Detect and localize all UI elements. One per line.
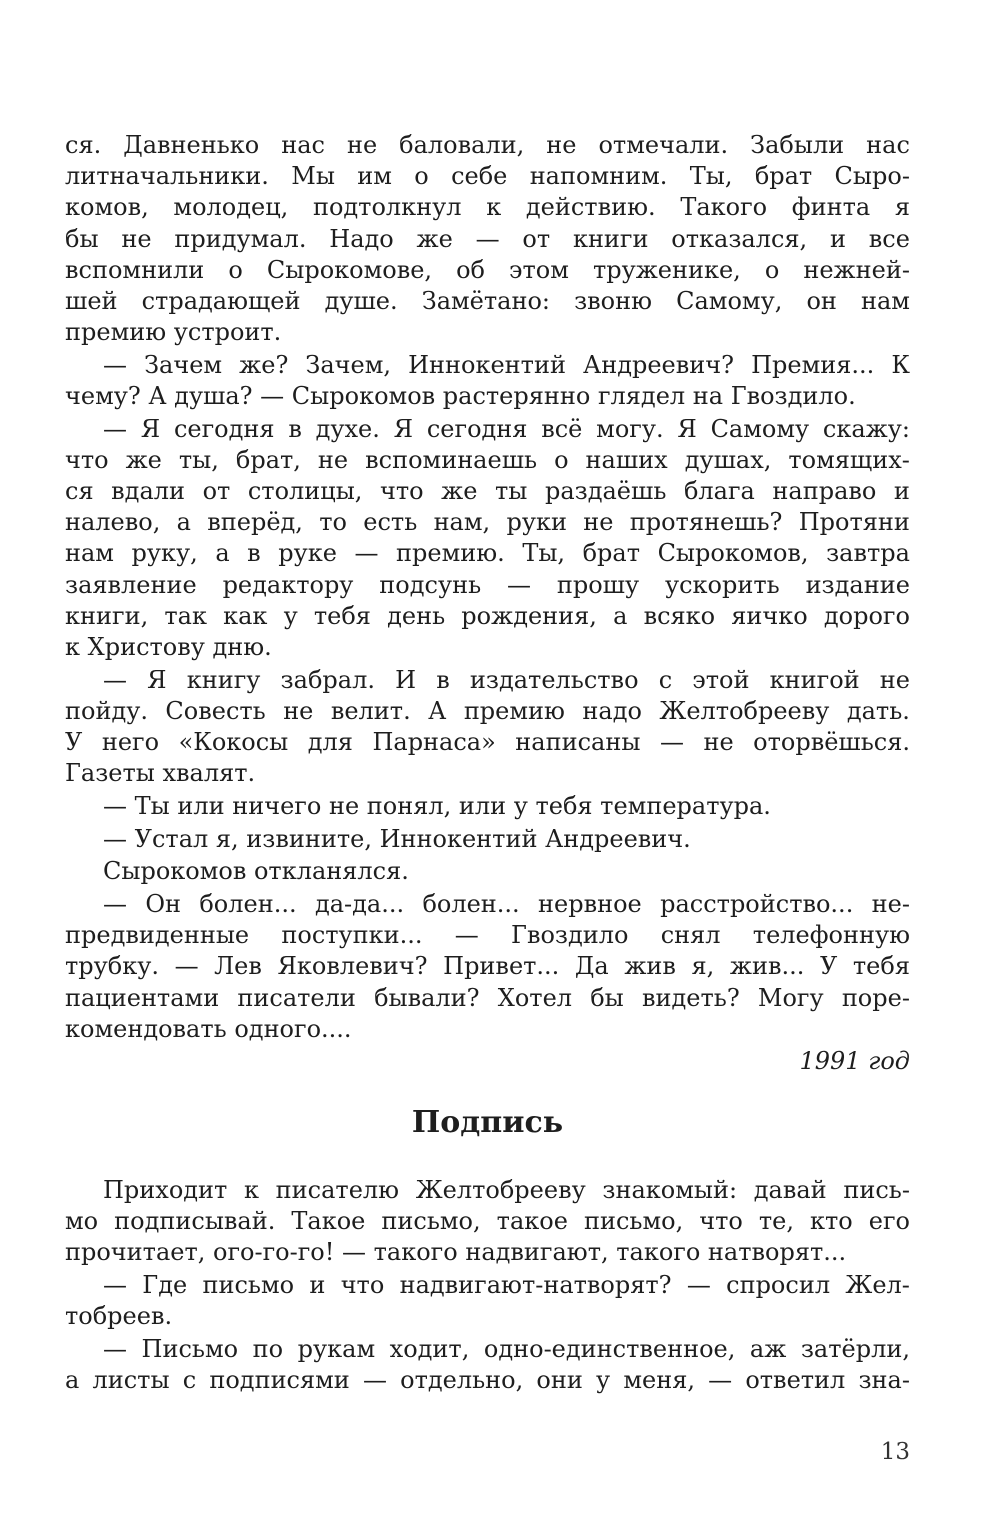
word: томящих- [788,445,910,474]
word: издание [805,570,910,599]
word: брат, [235,445,301,474]
word: ты, [178,445,219,474]
word: Забыли [750,131,845,159]
word: мо [65,1207,99,1236]
word: не [703,728,734,757]
word: направо [772,477,877,506]
word: У [65,728,83,757]
word: Приходит [103,1176,228,1204]
word: премию. [396,539,505,568]
word: этой [692,665,750,694]
word: по [252,1334,284,1363]
word: же? [239,350,289,379]
word: руки [506,508,567,537]
word: он [806,286,837,315]
word: Протяни [798,508,910,537]
word: поступки... [281,921,423,950]
word: Жел- [845,1271,910,1300]
word: ся. [65,131,102,159]
word: писатели [237,983,356,1012]
word: нас [281,131,325,159]
text-line: Газеты хвалят. [65,759,256,788]
word: И [395,665,417,694]
word: не [121,224,152,253]
word: не- [871,890,910,918]
word: скажу: [822,414,910,443]
word: письмо, [381,1207,481,1236]
word: наших [585,445,668,474]
word: бывали? [374,983,480,1012]
word: завтра [826,539,910,568]
word: Гвоздило [511,921,629,950]
text-line [65,192,910,223]
word: рождения, [461,601,597,630]
text-line: — Ты или ничего не понял, или у тебя температура. [103,791,771,820]
text-line [65,1270,910,1301]
word: — [475,224,500,253]
word: что [65,445,109,474]
word: духе. [315,414,380,443]
word: не [546,131,577,159]
text-line [65,696,910,727]
word: тебя [852,952,910,981]
word: кто [810,1207,853,1236]
word: — [103,1271,127,1300]
word: Яковлевич? [277,952,428,981]
word: такое [496,1207,568,1236]
word: дать. [846,696,910,725]
story-ending-text [65,130,910,1045]
paragraph [65,665,910,790]
word: нежней- [803,255,910,284]
word: знакомый: [602,1176,738,1204]
word: руке [278,539,337,568]
word: — [686,1271,711,1300]
word: — [708,1366,733,1395]
word: налево, [65,508,161,537]
text-line [65,889,910,920]
word: не [317,445,349,474]
word: руку, [131,539,198,568]
text-line: тобреев. [65,1302,173,1331]
word: молодец, [173,193,289,222]
text-line [65,1334,910,1365]
paragraph [65,1270,910,1332]
word: Такого [680,193,768,222]
word: снял [660,921,721,950]
word: спросил [726,1271,831,1300]
word: всё [541,414,583,443]
word: те, [758,1207,794,1236]
word: не [283,696,314,725]
word: не [879,665,910,694]
word: премию [463,696,565,725]
word: ходит, [389,1334,470,1363]
text-line [65,1175,910,1206]
word: Ты, [689,162,733,191]
word: Я [393,414,414,443]
word: тебя [313,601,371,630]
text-line [65,476,910,507]
word: в [247,539,261,568]
paragraph [65,1334,910,1396]
word: рукам [297,1334,376,1363]
word: а [176,508,191,537]
word: писателю [275,1176,400,1204]
word: — [362,1366,387,1395]
word: — [103,1334,127,1363]
text-line: — Устал я, извините, Иннокентий Андреевич. [103,824,691,853]
word: так [164,601,207,630]
word: не [346,131,378,159]
word: бы [65,224,99,253]
word: я [894,193,910,222]
word: действию. [525,193,656,222]
story-date: 1991 год [799,1047,910,1075]
word: Письмо [141,1334,239,1363]
word: нам, [433,508,491,537]
word: о [764,255,780,284]
text-line [65,1206,910,1237]
word: Могу [757,983,824,1012]
word: его [868,1207,910,1236]
word: К [891,350,910,379]
chapter-title: Подпись [411,1105,564,1140]
word: отказался, [671,224,808,253]
text-line: Сырокомов откланялся. [103,857,409,886]
word: Желтобрееву [415,1176,586,1204]
word: с [658,665,673,694]
word: забрал. [280,665,375,694]
word: Где [142,1271,188,1300]
word: страдающей [141,286,301,315]
word: блага [683,477,755,506]
word: подписывай. [114,1207,276,1236]
word: же [416,224,453,253]
word: то [319,508,347,537]
word: о [414,162,429,191]
word: а [215,539,230,568]
text-line: прочитает, ого-го-го! — такого надвигают, такого натворят... [65,1238,847,1267]
word: душе. [324,286,398,315]
word: нервное [538,890,642,918]
word: есть [363,508,418,537]
word: ты [495,477,528,506]
word: затёрли, [800,1334,910,1363]
word: Я [677,414,697,443]
text-line: комендовать одного.... [65,1014,352,1043]
word: как [223,601,268,630]
word: надвигают-натворят? [399,1271,672,1300]
word: редактору [222,570,354,599]
word: дорого [823,601,910,630]
word: книги, [65,601,149,630]
word: все [868,224,910,253]
word: в [288,414,302,443]
word: прошу [556,570,640,599]
text-line [65,1365,910,1396]
paragraph [65,824,910,855]
word: я, [691,952,715,981]
word: пись- [843,1176,910,1204]
word: Он [145,890,182,918]
word: болен... [199,890,297,918]
word: пойду. [65,696,148,725]
word: Давненько [123,131,260,159]
word: книги [572,224,649,253]
word: надо [582,696,642,725]
word: комов, [65,193,149,222]
text-line [65,286,910,317]
word: финта [791,193,871,222]
word: о [554,445,569,474]
word: в [436,665,450,694]
word: поре- [841,983,910,1012]
word: заявление [65,570,197,599]
word: Самому [710,414,810,443]
word: отдельно, [400,1366,524,1395]
word: одно-единственное, [483,1334,736,1363]
word: предвиденные [65,921,250,950]
text-line [65,538,910,569]
word: день [387,601,446,630]
text-line: к Христову дню. [65,633,272,661]
text-line [65,255,910,286]
word: телефонную [752,921,910,950]
word: что [380,477,424,506]
word: же [125,445,162,474]
word: Андреевич? [583,350,734,379]
text-line [65,414,910,445]
word: Я [147,665,167,694]
word: брат [582,539,641,568]
word: с [182,1366,197,1395]
word: от [202,477,231,506]
word: и [829,224,846,253]
word: могу. [596,414,664,443]
word: Иннокентий [408,350,566,379]
word: Лев [214,952,262,981]
word: подписями [209,1366,350,1395]
word: подтолкнул [312,193,462,222]
word: — [103,665,127,694]
word: подсунь [379,570,482,599]
word: об [456,255,485,284]
word: «Кокосы [178,728,289,757]
text-line: чему? А душа? — Сырокомов растерянно глядел на Гвоздило. [65,382,856,410]
word: что [699,1207,743,1236]
word: звоню [574,286,653,315]
word: вспоминаешь [365,445,538,474]
word: — [454,921,479,950]
word: шей [65,286,118,315]
word: вперёд, [207,508,303,537]
word: ускорить [664,570,780,599]
paragraph [65,791,910,822]
word: Парнаса» [372,728,496,757]
text-line [65,350,910,381]
text-line [65,601,910,632]
word: давай [753,1176,827,1204]
word: У [819,952,838,981]
word: да-да... [314,890,405,918]
word: зна- [858,1366,910,1395]
word: душах, [684,445,772,474]
word: нас [866,131,910,159]
word: расстройство... [660,890,854,918]
word: к [244,1176,259,1204]
text-line [65,161,910,192]
word: пациентами [65,983,220,1012]
word: — [103,890,127,918]
word: Сырокомов, [657,539,809,568]
word: Хотел [497,983,573,1012]
text-line [65,727,910,758]
word: труженике, [592,255,741,284]
word: А [428,696,447,725]
word: не [583,508,614,537]
word: о [228,255,243,284]
word: книгой [769,665,860,694]
word: себе [451,162,508,191]
word: меня, [623,1366,695,1395]
word: Я [140,414,161,443]
text-line [65,570,910,601]
word: Да [574,952,609,981]
word: у [283,601,298,630]
text-line [65,983,910,1014]
word: они [536,1366,583,1395]
text-line [65,951,910,982]
word: Мы [291,162,335,191]
story-text [65,1175,910,1396]
word: — [507,570,532,599]
word: болен... [422,890,520,918]
word: от [522,224,551,253]
word: брат [754,162,813,191]
word: Желтобрееву [659,696,830,725]
word: протянешь? [629,508,783,537]
paragraph [65,889,910,1045]
word: столицы, [247,477,363,506]
word: — [174,952,199,981]
word: — [103,414,127,443]
word: листы [92,1366,170,1395]
word: Замётано: [421,286,550,315]
word: напомним. [529,162,668,191]
word: оторвёшься. [753,728,910,757]
word: письмо [202,1271,295,1300]
word: Самому, [676,286,783,315]
word: этом [509,255,569,284]
word: Сырокомове, [266,255,433,284]
word: и [309,1271,326,1300]
word: яичко [731,601,808,630]
word: Премия... [751,350,875,379]
word: Совесть [165,696,266,725]
word: жив [624,952,676,981]
word: Зачем [144,350,223,379]
word: им [357,162,392,191]
word: а [65,1366,80,1395]
paragraph [65,414,910,664]
word: же [441,477,478,506]
word: для [307,728,353,757]
text-line: премию устроит. [65,318,282,347]
word: книгу [186,665,261,694]
word: раздаёшь [544,477,667,506]
text-line [65,507,910,538]
word: сегодня [426,414,528,443]
word: литначальники. [65,162,269,191]
word: Ты, [522,539,566,568]
word: написаны [515,728,641,757]
word: вспомнили [65,255,205,284]
text-line [65,665,910,696]
text-line [65,224,910,255]
word: нам [860,286,910,315]
word: вдали [111,477,185,506]
word: аж [749,1334,787,1363]
word: сегодня [173,414,275,443]
word: издательство [469,665,639,694]
word: Сыро- [834,162,910,191]
text-line [65,445,910,476]
word: письмо, [583,1207,684,1236]
word: Зачем, [305,350,392,379]
word: него [101,728,160,757]
word: придумал. [174,224,307,253]
word: баловали, [399,131,525,159]
word: Надо [329,224,394,253]
word: ся [65,477,94,506]
page-number: 13 [880,1439,910,1465]
word: велит. [330,696,411,725]
paragraph [65,130,910,348]
word: — [103,350,127,379]
text-line [65,130,910,161]
word: — [354,539,379,568]
text-line [65,920,910,951]
word: жив... [729,952,805,981]
paragraph [65,350,910,412]
word: к [486,193,502,222]
word: у [596,1366,611,1395]
word: нам [65,539,114,568]
word: — [659,728,684,757]
word: Такое [291,1207,366,1236]
word: бы [590,983,624,1012]
word: а [613,601,628,630]
word: что [340,1271,385,1300]
word: всяко [643,601,716,630]
word: Привет... [443,952,560,981]
paragraph [65,856,910,887]
word: трубку. [65,952,159,981]
word: отмечали. [598,131,729,159]
paragraph [65,1175,910,1269]
word: видеть? [641,983,740,1012]
word: и [893,477,910,506]
word: ответил [745,1366,846,1395]
